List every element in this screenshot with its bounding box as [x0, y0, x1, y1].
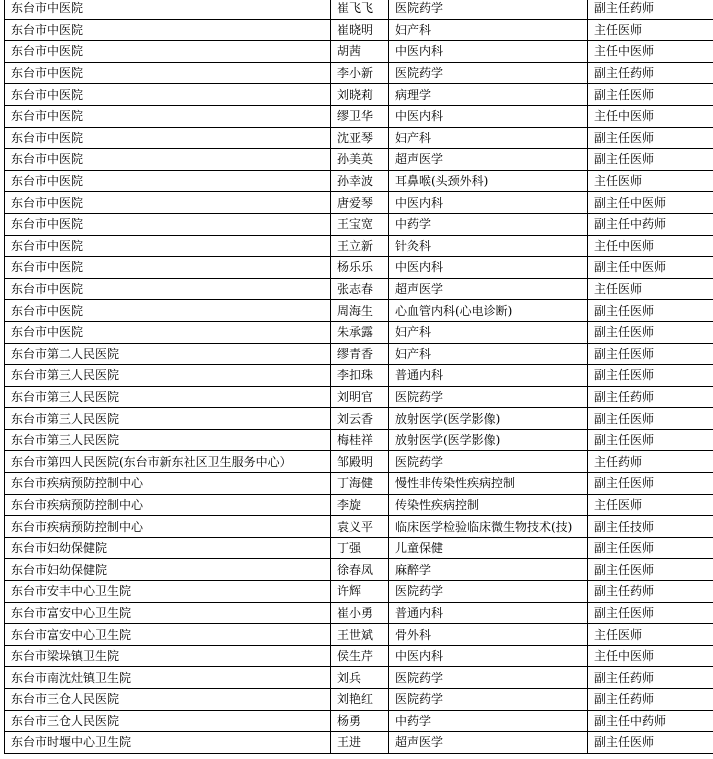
- institution-cell: 东台市疾病预防控制中心: [5, 516, 331, 538]
- institution-cell: 东台市第三人民医院: [5, 365, 331, 387]
- table-row: [5, 343, 713, 365]
- institution-cell: 东台市梁垛镇卫生院: [5, 645, 331, 667]
- institution-cell: 东台市第三人民医院: [5, 386, 331, 408]
- title-cell: 副主任药师: [588, 581, 713, 603]
- specialty-cell: 医院药学: [389, 62, 588, 84]
- specialty-cell: 妇产科: [389, 127, 588, 149]
- institution-cell: 东台市中医院: [5, 192, 331, 214]
- table-row: [5, 602, 713, 624]
- specialty-cell: 超声医学: [389, 149, 588, 171]
- title-cell: 主任医师: [588, 278, 713, 300]
- specialty-cell: 医院药学: [389, 581, 588, 603]
- specialty-cell: 心血管内科(心电诊断): [389, 300, 588, 322]
- title-cell: 主任医师: [588, 170, 713, 192]
- institution-cell: 东台市第三人民医院: [5, 429, 331, 451]
- name-cell: 沈亚琴: [331, 127, 389, 149]
- name-cell: 刘明官: [331, 386, 389, 408]
- name-cell: 唐爱琴: [331, 192, 389, 214]
- title-cell: 副主任医师: [588, 127, 713, 149]
- institution-cell: 东台市时堰中心卫生院: [5, 732, 331, 754]
- name-cell: 缪卫华: [331, 105, 389, 127]
- title-cell: 副主任技师: [588, 516, 713, 538]
- specialty-cell: 针灸科: [389, 235, 588, 257]
- institution-cell: 东台市富安中心卫生院: [5, 602, 331, 624]
- name-cell: 张志春: [331, 278, 389, 300]
- table-row: [5, 689, 713, 711]
- name-cell: 胡茜: [331, 41, 389, 63]
- institution-cell: 东台市中医院: [5, 41, 331, 63]
- specialty-cell: 中医内科: [389, 257, 588, 279]
- title-cell: 副主任医师: [588, 365, 713, 387]
- institution-cell: 东台市中医院: [5, 19, 331, 41]
- name-cell: 王立新: [331, 235, 389, 257]
- name-cell: 孙幸波: [331, 170, 389, 192]
- name-cell: 丁海健: [331, 473, 389, 495]
- specialty-cell: 超声医学: [389, 732, 588, 754]
- name-cell: 梅桂祥: [331, 429, 389, 451]
- title-cell: 主任中医师: [588, 105, 713, 127]
- name-cell: 徐春凤: [331, 559, 389, 581]
- table-row: [5, 300, 713, 322]
- specialty-cell: 放射医学(医学影像): [389, 429, 588, 451]
- title-cell: 副主任药师: [588, 386, 713, 408]
- name-cell: 杨勇: [331, 710, 389, 732]
- institution-cell: 东台市妇幼保健院: [5, 559, 331, 581]
- institution-cell: 东台市中医院: [5, 235, 331, 257]
- specialty-cell: 中药学: [389, 213, 588, 235]
- name-cell: 丁强: [331, 537, 389, 559]
- name-cell: 袁义平: [331, 516, 389, 538]
- title-cell: 主任中医师: [588, 235, 713, 257]
- title-cell: 副主任药师: [588, 667, 713, 689]
- personnel-table: [4, 0, 713, 754]
- specialty-cell: 慢性非传染性疾病控制: [389, 473, 588, 495]
- title-cell: 主任医师: [588, 624, 713, 646]
- institution-cell: 东台市第二人民医院: [5, 343, 331, 365]
- table-row: [5, 473, 713, 495]
- specialty-cell: 普通内科: [389, 365, 588, 387]
- institution-cell: 东台市第三人民医院: [5, 408, 331, 430]
- table-row: [5, 494, 713, 516]
- table-row: [5, 710, 713, 732]
- institution-cell: 东台市疾病预防控制中心: [5, 473, 331, 495]
- institution-cell: 东台市南沈灶镇卫生院: [5, 667, 331, 689]
- name-cell: 侯生芹: [331, 645, 389, 667]
- name-cell: 崔小勇: [331, 602, 389, 624]
- institution-cell: 东台市中医院: [5, 278, 331, 300]
- institution-cell: 东台市中医院: [5, 257, 331, 279]
- table-row: [5, 84, 713, 106]
- table-row: [5, 624, 713, 646]
- table-row: [5, 429, 713, 451]
- institution-cell: 东台市中医院: [5, 170, 331, 192]
- table-body: [5, 0, 713, 753]
- name-cell: 邹殿明: [331, 451, 389, 473]
- table-row: [5, 235, 713, 257]
- table-row: [5, 127, 713, 149]
- specialty-cell: 医院药学: [389, 0, 588, 19]
- institution-cell: 东台市中医院: [5, 0, 331, 19]
- title-cell: 副主任中医师: [588, 192, 713, 214]
- name-cell: 崔飞飞: [331, 0, 389, 19]
- name-cell: 刘云香: [331, 408, 389, 430]
- specialty-cell: 医院药学: [389, 667, 588, 689]
- title-cell: 副主任药师: [588, 0, 713, 19]
- specialty-cell: 医院药学: [389, 451, 588, 473]
- title-cell: 主任中医师: [588, 645, 713, 667]
- specialty-cell: 医院药学: [389, 689, 588, 711]
- title-cell: 副主任医师: [588, 321, 713, 343]
- specialty-cell: 中医内科: [389, 105, 588, 127]
- specialty-cell: 耳鼻喉(头颈外科): [389, 170, 588, 192]
- title-cell: 副主任医师: [588, 473, 713, 495]
- title-cell: 副主任医师: [588, 732, 713, 754]
- institution-cell: 东台市疾病预防控制中心: [5, 494, 331, 516]
- title-cell: 主任医师: [588, 494, 713, 516]
- title-cell: 副主任医师: [588, 602, 713, 624]
- table-row: [5, 537, 713, 559]
- table-row: [5, 41, 713, 63]
- name-cell: 杨乐乐: [331, 257, 389, 279]
- name-cell: 刘兵: [331, 667, 389, 689]
- table-row: [5, 170, 713, 192]
- name-cell: 李小新: [331, 62, 389, 84]
- name-cell: 缪青香: [331, 343, 389, 365]
- institution-cell: 东台市中医院: [5, 127, 331, 149]
- title-cell: 副主任医师: [588, 559, 713, 581]
- specialty-cell: 中医内科: [389, 192, 588, 214]
- specialty-cell: 麻醉学: [389, 559, 588, 581]
- table-row: [5, 62, 713, 84]
- table-row: [5, 365, 713, 387]
- table-row: [5, 386, 713, 408]
- table-row: [5, 192, 713, 214]
- title-cell: 副主任药师: [588, 689, 713, 711]
- title-cell: 副主任医师: [588, 537, 713, 559]
- table-row: [5, 321, 713, 343]
- title-cell: 副主任中药师: [588, 710, 713, 732]
- name-cell: 孙美英: [331, 149, 389, 171]
- specialty-cell: 妇产科: [389, 19, 588, 41]
- title-cell: 副主任医师: [588, 84, 713, 106]
- title-cell: 主任中医师: [588, 41, 713, 63]
- institution-cell: 东台市中医院: [5, 62, 331, 84]
- specialty-cell: 中药学: [389, 710, 588, 732]
- specialty-cell: 放射医学(医学影像): [389, 408, 588, 430]
- institution-cell: 东台市中医院: [5, 105, 331, 127]
- specialty-cell: 骨外科: [389, 624, 588, 646]
- institution-cell: 东台市妇幼保健院: [5, 537, 331, 559]
- table-row: [5, 645, 713, 667]
- table-row: [5, 213, 713, 235]
- institution-cell: 东台市中医院: [5, 321, 331, 343]
- institution-cell: 东台市富安中心卫生院: [5, 624, 331, 646]
- name-cell: 刘晓莉: [331, 84, 389, 106]
- title-cell: 副主任中药师: [588, 213, 713, 235]
- title-cell: 副主任医师: [588, 429, 713, 451]
- name-cell: 王宝宽: [331, 213, 389, 235]
- name-cell: 李扣珠: [331, 365, 389, 387]
- specialty-cell: 中医内科: [389, 41, 588, 63]
- specialty-cell: 妇产科: [389, 321, 588, 343]
- table-row: [5, 408, 713, 430]
- name-cell: 朱承露: [331, 321, 389, 343]
- table-row: [5, 581, 713, 603]
- specialty-cell: 医院药学: [389, 386, 588, 408]
- name-cell: 崔晓明: [331, 19, 389, 41]
- specialty-cell: 病理学: [389, 84, 588, 106]
- name-cell: 许辉: [331, 581, 389, 603]
- institution-cell: 东台市中医院: [5, 84, 331, 106]
- institution-cell: 东台市安丰中心卫生院: [5, 581, 331, 603]
- table-row: [5, 19, 713, 41]
- institution-cell: 东台市中医院: [5, 300, 331, 322]
- institution-cell: 东台市三仓人民医院: [5, 710, 331, 732]
- institution-cell: 东台市中医院: [5, 149, 331, 171]
- specialty-cell: 传染性疾病控制: [389, 494, 588, 516]
- institution-cell: 东台市中医院: [5, 213, 331, 235]
- title-cell: 副主任药师: [588, 62, 713, 84]
- title-cell: 主任药师: [588, 451, 713, 473]
- name-cell: 李旋: [331, 494, 389, 516]
- specialty-cell: 中医内科: [389, 645, 588, 667]
- institution-cell: 东台市三仓人民医院: [5, 689, 331, 711]
- table-row: [5, 278, 713, 300]
- specialty-cell: 儿童保健: [389, 537, 588, 559]
- table-row: [5, 451, 713, 473]
- table-row: [5, 257, 713, 279]
- table-row: [5, 149, 713, 171]
- name-cell: 刘艳红: [331, 689, 389, 711]
- title-cell: 副主任中医师: [588, 257, 713, 279]
- specialty-cell: 普通内科: [389, 602, 588, 624]
- specialty-cell: 临床医学检验临床微生物技术(技): [389, 516, 588, 538]
- name-cell: 王进: [331, 732, 389, 754]
- name-cell: 周海生: [331, 300, 389, 322]
- specialty-cell: 超声医学: [389, 278, 588, 300]
- title-cell: 副主任医师: [588, 149, 713, 171]
- specialty-cell: 妇产科: [389, 343, 588, 365]
- title-cell: 副主任医师: [588, 300, 713, 322]
- name-cell: 王世斌: [331, 624, 389, 646]
- title-cell: 副主任医师: [588, 408, 713, 430]
- table-row: [5, 732, 713, 754]
- table-row: [5, 105, 713, 127]
- title-cell: 主任医师: [588, 19, 713, 41]
- table-row: [5, 667, 713, 689]
- institution-cell: 东台市第四人民医院(东台市新东社区卫生服务中心）: [5, 451, 331, 473]
- table-row: [5, 516, 713, 538]
- table-row: [5, 559, 713, 581]
- title-cell: 副主任医师: [588, 343, 713, 365]
- table-row: [5, 0, 713, 19]
